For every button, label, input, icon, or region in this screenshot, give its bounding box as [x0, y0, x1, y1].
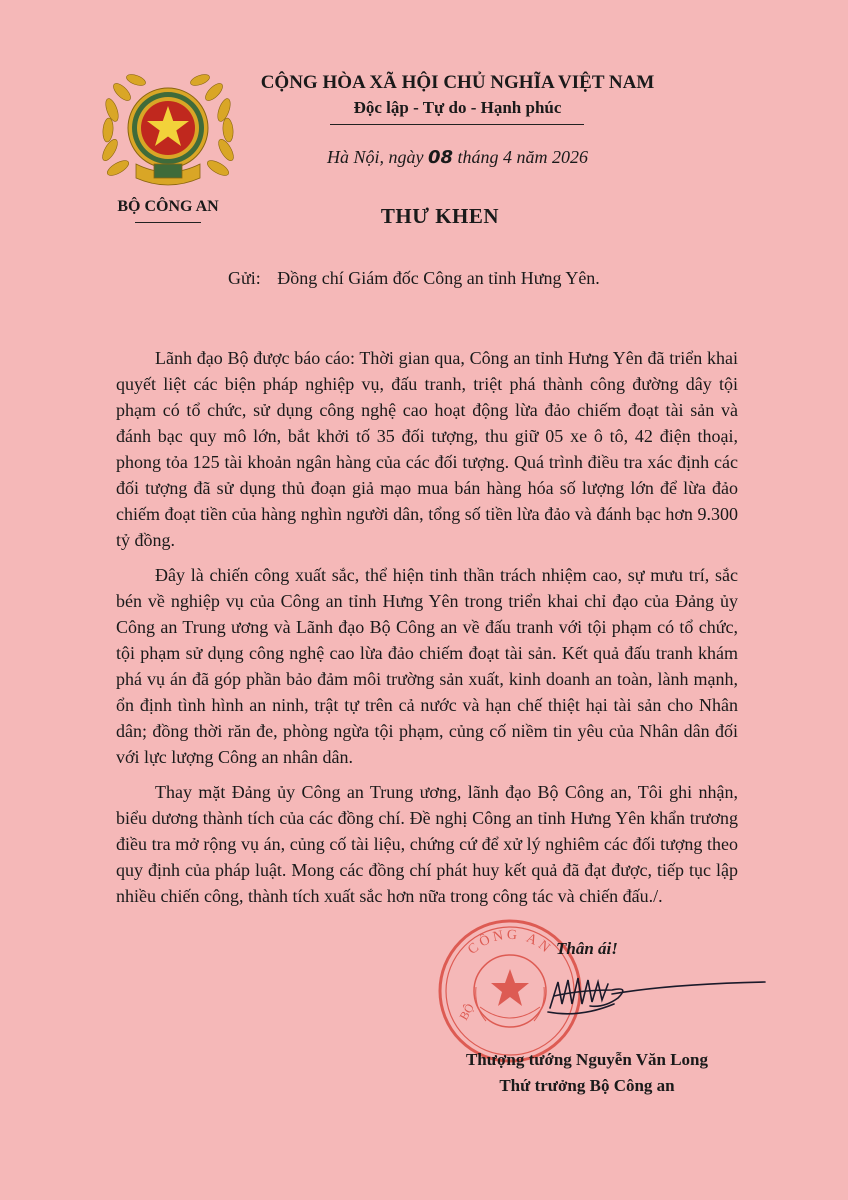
seal-side-text: BỘ	[456, 1001, 477, 1023]
signer-title: Thứ trưởng Bộ Công an	[499, 1076, 675, 1095]
seal-text: CÔNG AN	[465, 927, 555, 958]
nation-name: CỘNG HÒA XÃ HỘI CHỦ NGHĨA VIỆT NAM	[260, 72, 655, 93]
body-paragraph: Lãnh đạo Bộ được báo cáo: Thời gian qua, Công an tỉnh Hưng Yên đã triển khai quyết liệt các biện pháp nghiệp vụ, đấu tranh, triệt phá thành công đường dây tội phạm có tổ chức, sử dụng công nghệ cao hoạt động lừa đảo chiếm đoạt tài sản và đánh bạc quy mô lớn, bắt khởi tố 35 đối tượng, thu giữ 05 xe ô tô, 42 điện thoại, phong tỏa 125 tài khoản ngân hàng của các đối tượng. Quá trình điều tra xác định các đối tượng đã sử dụng thủ đoạn giả mạo mua bán hàng hóa số lượng lớn để lừa đảo chiếm đoạt tiền của hàng nghìn người dân, tổng số tiền lừa đảo và đánh bạc hơn 9.300 tỷ đồng.	[116, 348, 738, 550]
national-motto: Độc lập - Tự do - Hạnh phúc	[353, 98, 562, 117]
recipient-line	[228, 268, 600, 289]
motto-divider	[330, 124, 584, 125]
recipient-text: Đồng chí Giám đốc Công an tỉnh Hưng Yên.	[277, 268, 600, 288]
ministry-name: BỘ CÔNG AN	[117, 198, 219, 215]
date-day: 08	[427, 147, 454, 168]
recipient-lead: Gửi:	[228, 268, 261, 288]
signer-name: Thượng tướng Nguyễn Văn Long	[465, 1050, 709, 1069]
letter-body	[116, 345, 738, 918]
handwritten-signature	[520, 960, 770, 1020]
svg-text:CÔNG AN	[465, 928, 554, 958]
date-suffix: tháng 4 năm 2026	[457, 147, 589, 167]
place-date	[255, 147, 660, 168]
police-emblem-icon	[96, 68, 240, 196]
closing-text: Thân ái!	[556, 939, 618, 958]
document-title: THƯ KHEN	[380, 204, 500, 228]
body-paragraph: Thay mặt Đảng ủy Công an Trung ương, lãnh đạo Bộ Công an, Tôi ghi nhận, biểu dương thành tích của các đồng chí. Đề nghị Công an tỉnh Hưng Yên khẩn trương điều tra mở rộng vụ án, củng cố tài liệu, chứng cứ để xử lý nghiêm các đối tượng theo quy định của pháp luật. Mong các đồng chí phát huy kết quả đã đạt được, tiếp tục lập nhiều chiến công, thành tích xuất sắc hơn nữa trong công tác và chiến đấu./.	[116, 782, 738, 906]
date-prefix: Hà Nội, ngày	[326, 147, 424, 167]
body-paragraph: Đây là chiến công xuất sắc, thể hiện tinh thần trách nhiệm cao, sự mưu trí, sắc bén về nghiệp vụ của Công an tỉnh Hưng Yên trong triển khai chỉ đạo của Đảng ủy Công an Trung ương và Lãnh đạo Bộ Công an về đấu tranh với tội phạm có tổ chức, tội phạm sử dụng công nghệ cao lừa đảo chiếm đoạt tài sản. Kết quả đấu tranh khám phá vụ án đã góp phần bảo đảm môi trường sản xuất, kinh doanh an toàn, lành mạnh, ổn định tình hình an ninh, trật tự trên cả nước và hạn chế thiệt hại tài sản cho Nhân dân; đồng thời răn đe, phòng ngừa tội phạm, củng cố niềm tin yêu của Nhân dân đối với lực lượng Công an nhân dân.	[116, 565, 738, 767]
